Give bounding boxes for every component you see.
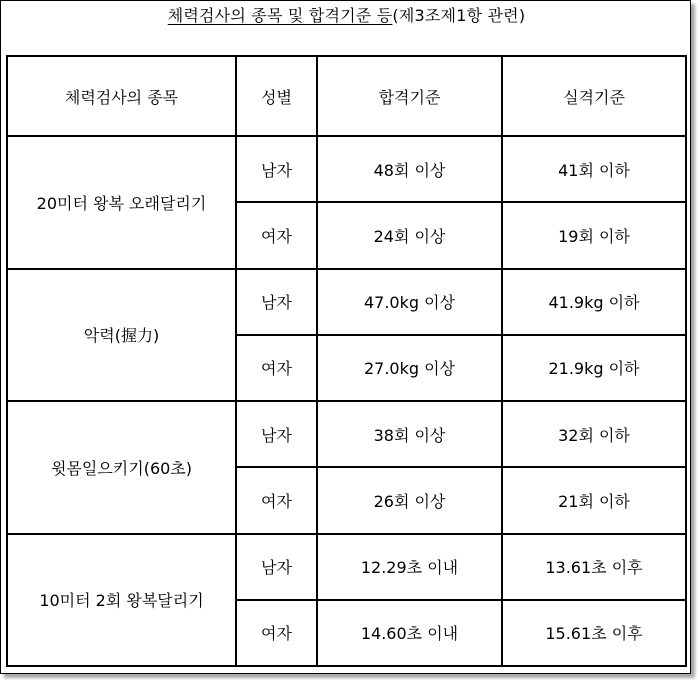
header-event: 체력검사의 종목 [7,56,236,136]
header-gender: 성별 [236,56,317,136]
gender-cell: 여자 [236,202,317,268]
pass-cell: 26회 이상 [317,467,502,533]
header-row [7,56,686,136]
gender-cell: 남자 [236,534,317,600]
pass-cell: 27.0kg 이상 [317,335,502,401]
table-row [7,136,686,202]
table-row [7,534,686,600]
event-name-cell: 윗몸일으키기(60초) [7,401,236,534]
gender-cell: 남자 [236,136,317,202]
gender-cell: 여자 [236,467,317,533]
table-row [7,401,686,467]
fail-cell: 41.9kg 이하 [502,269,686,335]
pass-cell: 24회 이상 [317,202,502,268]
event-name-cell: 20미터 왕복 오래달리기 [7,136,236,269]
pass-cell: 12.29초 이내 [317,534,502,600]
gender-cell: 남자 [236,401,317,467]
fail-cell: 32회 이하 [502,401,686,467]
fail-cell: 13.61초 이후 [502,534,686,600]
fail-cell: 19회 이하 [502,202,686,268]
page-title [1,5,692,27]
gender-cell: 여자 [236,600,317,666]
fail-cell: 21.9kg 이하 [502,335,686,401]
title-suffix: (제3조제1항 관련) [392,6,526,25]
title-main: 체력검사의 종목 및 합격기준 등 [167,6,393,25]
pass-cell: 48회 이상 [317,136,502,202]
header-pass: 합격기준 [317,56,502,136]
pass-cell: 38회 이상 [317,401,502,467]
fail-cell: 15.61초 이후 [502,600,686,666]
table-row [7,269,686,335]
event-name-cell: 10미터 2회 왕복달리기 [7,534,236,667]
pass-cell: 47.0kg 이상 [317,269,502,335]
fail-cell: 21회 이하 [502,467,686,533]
criteria-table [6,55,687,667]
gender-cell: 여자 [236,335,317,401]
gender-cell: 남자 [236,269,317,335]
event-name-cell: 악력(握力) [7,269,236,402]
pass-cell: 14.60초 이내 [317,600,502,666]
fail-cell: 41회 이하 [502,136,686,202]
header-fail: 실격기준 [502,56,686,136]
